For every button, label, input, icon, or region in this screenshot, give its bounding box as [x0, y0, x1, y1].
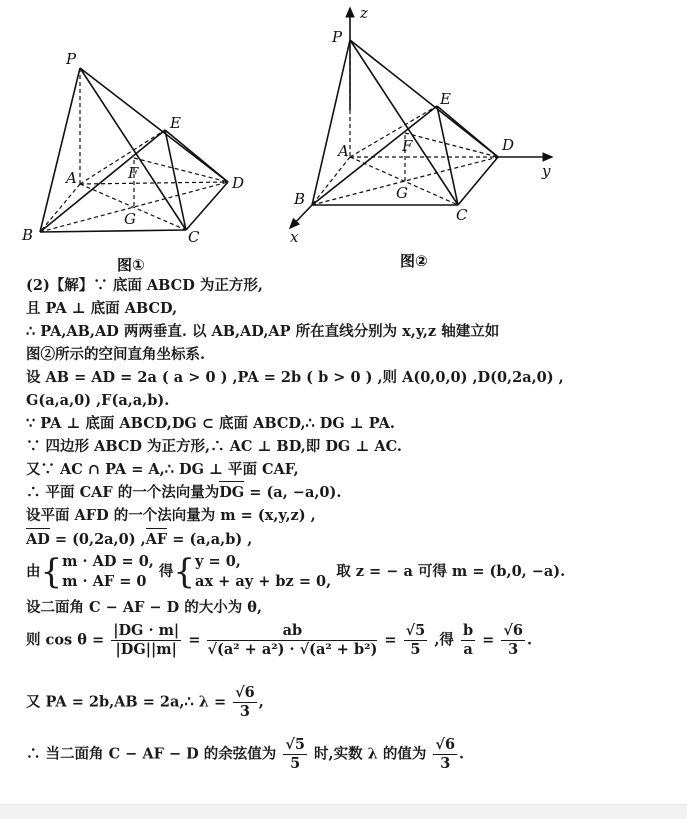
frac-conclusion-2	[433, 736, 457, 773]
label-D: D	[232, 174, 245, 192]
frac-conclusion-1-num: √5	[285, 736, 305, 753]
frac-lambda-num: √6	[235, 684, 255, 701]
conclusion-part-2: 时,实数 λ 的值为	[314, 745, 427, 763]
frac-ba-den: a	[463, 641, 473, 658]
frac-conclusion-2-num: √6	[435, 736, 456, 753]
label-G: G	[124, 210, 136, 228]
footer-bar	[0, 804, 687, 819]
frac-cos-3-den: 5	[410, 641, 421, 658]
figure-1-caption: 图①	[117, 256, 145, 274]
system-result: 取 z = − a 可得 m = (b,0, −a).	[336, 563, 566, 580]
label-F: F	[128, 164, 139, 182]
axis-label-y: y	[542, 162, 551, 180]
frac-cos-3	[404, 622, 428, 659]
figure-1-pyramid	[10, 0, 280, 250]
label-C: C	[456, 206, 468, 224]
vector-AD-value: = (0,2a,0) ,	[49, 531, 146, 548]
system-2-eq1: y = 0,	[195, 553, 241, 570]
solution-line-17-conclusion	[26, 736, 464, 773]
label-P: P	[332, 28, 343, 46]
figure-2-caption: 图②	[400, 252, 428, 270]
solution-line-8: ∵ 四边形 ABCD 为正方形,∴ AC ⊥ BD,即 DG ⊥ AC.	[26, 438, 402, 455]
frac-cos-1	[111, 622, 181, 659]
solution-line-1: (2)【解】∵ 底面 ABCD 为正方形,	[26, 277, 263, 294]
cos-eq-2: =	[384, 631, 397, 649]
conclusion-end: .	[459, 745, 465, 763]
frac-sqrt6	[501, 622, 525, 659]
cos-eq-3: =	[482, 631, 495, 649]
label-D: D	[502, 136, 515, 154]
vector-AD: AD	[26, 531, 50, 548]
solution-line-5: 设 AB = AD = 2a ( a > 0 ) ,PA = 2b ( b > 0 ) ,则 A(0,0,0) ,D(0,2a,0) ,	[26, 369, 564, 386]
system-prefix: 由	[26, 563, 41, 580]
frac-conclusion-2-den: 3	[440, 755, 451, 772]
frac-cos-2	[207, 622, 377, 659]
conclusion-part-1: ∴ 当二面角 C − AF − D 的余弦值为	[26, 745, 277, 763]
frac-lambda-den: 3	[239, 703, 251, 720]
frac-cos-1-den: |DG||m|	[115, 641, 177, 658]
cos-end: .	[527, 631, 533, 649]
frac-sqrt6-den: 3	[508, 641, 519, 658]
axis-label-z: z	[360, 4, 368, 22]
solution-line-4: 图②所示的空间直角坐标系.	[26, 346, 206, 363]
system-1-eq1: m · AD = 0,	[62, 553, 154, 570]
cos-eq-1: =	[188, 631, 201, 649]
label-E: E	[170, 114, 181, 132]
figure-2-coordinate-pyramid	[280, 0, 580, 250]
label-P: P	[66, 50, 77, 68]
frac-cos-2-num: ab	[207, 622, 377, 641]
system-2	[195, 552, 331, 592]
system-2-eq2: ax + ay + bz = 0,	[195, 573, 332, 590]
system-1	[62, 552, 154, 592]
frac-conclusion-1	[283, 736, 307, 773]
solution-line-14: 设二面角 C − AF − D 的大小为 θ,	[26, 599, 263, 616]
vector-AF: AF	[145, 531, 168, 548]
cos-prefix: 则 cos θ =	[26, 631, 105, 649]
vector-AF-value: = (a,a,b) ,	[167, 531, 253, 548]
brace-right: {	[173, 552, 196, 592]
lambda-end: ,	[258, 693, 264, 711]
solution-line-7: ∵ PA ⊥ 底面 ABCD,DG ⊂ 底面 ABCD,∴ DG ⊥ PA.	[26, 415, 395, 432]
system-1-eq2: m · AF = 0	[62, 573, 147, 590]
frac-ba	[461, 622, 475, 659]
solution-line-9: 又∵ AC ∩ PA = A,∴ DG ⊥ 平面 CAF,	[26, 461, 299, 478]
lambda-prefix: 又 PA = 2b,AB = 2a,∴ λ =	[26, 693, 227, 711]
normal-vector-value: = (a, −a,0).	[244, 484, 342, 501]
solution-line-12	[26, 530, 252, 550]
label-A: A	[338, 142, 349, 160]
normal-vector-text: ∴ 平面 CAF 的一个法向量为	[26, 484, 220, 501]
axis-label-x: x	[290, 228, 299, 246]
frac-conclusion-1-den: 5	[290, 755, 301, 772]
label-F: F	[402, 137, 413, 155]
system-mid: 得	[158, 563, 174, 580]
label-A: A	[66, 169, 77, 187]
frac-ba-num: b	[462, 622, 474, 639]
frac-cos-1-num: |DG · m|	[113, 622, 180, 639]
label-B: B	[22, 226, 34, 244]
vector-DG: DG	[219, 484, 245, 501]
label-C: C	[188, 228, 200, 246]
brace-left: {	[40, 552, 63, 592]
solution-line-16	[26, 684, 264, 721]
solution-line-10	[26, 483, 341, 503]
frac-lambda	[233, 684, 257, 721]
solution-line-2: 且 PA ⊥ 底面 ABCD,	[26, 300, 178, 317]
frac-sqrt6-num: √6	[503, 622, 523, 639]
label-G: G	[396, 184, 408, 202]
cos-mid: ,得	[434, 631, 454, 649]
frac-cos-3-num: √5	[405, 622, 426, 639]
label-B: B	[294, 190, 306, 208]
solution-line-3: ∴ PA,AB,AD 两两垂直. 以 AB,AD,AP 所在直线分别为 x,y,z 轴建立如	[26, 323, 500, 340]
frac-cos-2-den: √(a² + a²) · √(a² + b²)	[207, 641, 378, 658]
label-E: E	[440, 90, 451, 108]
solution-line-6: G(a,a,0) ,F(a,a,b).	[26, 392, 170, 409]
solution-line-11: 设平面 AFD 的一个法向量为 m = (x,y,z) ,	[26, 507, 316, 524]
solution-line-13-system	[26, 552, 565, 592]
solution-line-15-cos	[26, 622, 532, 659]
